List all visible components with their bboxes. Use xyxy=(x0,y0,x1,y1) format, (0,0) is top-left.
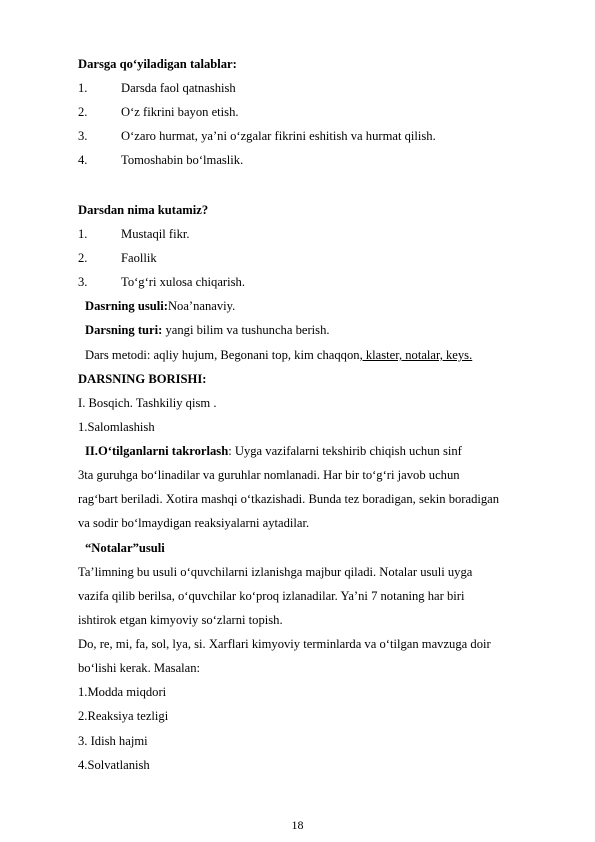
paragraph-line: rag‘bart beriladi. Xotira mashqi o‘tkazishadi. Bunda tez boradigan, sekin boradigan xyxy=(78,492,500,506)
borishi-heading: DARSNING BORISHI: xyxy=(78,372,207,386)
list-item: 1.Modda miqdori xyxy=(78,685,167,699)
paragraph-line: va sodir bo‘lmaydigan reaksiyalarni aytadilar. xyxy=(78,516,310,530)
list-item: 4. Tomoshabin bo‘lmaslik. xyxy=(78,153,244,167)
kutamiz-heading: Darsdan nima kutamiz? xyxy=(78,203,209,217)
paragraph-line: 3ta guruhga bo‘linadilar va guruhlar nomlanadi. Har bir to‘g‘ri javob uchun xyxy=(78,468,460,482)
list-item: 1. Darsda faol qatnashish xyxy=(78,81,236,95)
dars-metodi: Dars metodi: aqliy hujum, Begonani top, kim chaqqon, klaster, notalar, keys. xyxy=(85,348,473,362)
list-item: 2. Faollik xyxy=(78,251,157,265)
dars-turi: Darsning turi: yangi bilim va tushuncha berish. xyxy=(85,323,330,337)
list-item: 3. Idish hajmi xyxy=(78,734,148,748)
list-item: 4.Solvatlanish xyxy=(78,758,150,772)
paragraph-line: Do, re, mi, fa, sol, lya, si. Xarflari kimyoviy terminlarda va o‘tilgan mavzuga doir xyxy=(78,637,491,651)
list-item: 2. O‘z fikrini bayon etish. xyxy=(78,105,239,119)
list-item: 1. Mustaqil fikr. xyxy=(78,227,190,241)
talablar-heading: Darsga qo‘yiladigan talablar: xyxy=(78,57,237,71)
paragraph-line: vazifa qilib berilsa, o‘quvchilar ko‘proq izlanadilar. Ya’ni 7 notaning har biri xyxy=(78,589,465,603)
list-item: 3. O‘zaro hurmat, ya’ni o‘zgalar fikrini eshitish va hurmat qilish. xyxy=(78,129,436,143)
dars-usuli: Dasrning usuli:Noa’nanaviy. xyxy=(85,299,236,313)
bosqich-line: I. Bosqich. Tashkiliy qism . xyxy=(78,396,217,410)
salomlashish-line: 1.Salomlashish xyxy=(78,420,155,434)
page-number: 18 xyxy=(291,818,304,832)
list-item: 3. To‘g‘ri xulosa chiqarish. xyxy=(78,275,245,289)
takrorlash-line: II.O‘tilganlarni takrorlash: Uyga vazifalarni tekshirib chiqish uchun sinf xyxy=(85,444,462,458)
list-item: 2.Reaksiya tezligi xyxy=(78,709,169,723)
notalar-heading: “Notalar”usuli xyxy=(85,541,165,555)
paragraph-line: ishtirok etgan kimyoviy so‘zlarni topish. xyxy=(78,613,283,627)
paragraph-line: bo‘lishi kerak. Masalan: xyxy=(78,661,201,675)
paragraph-line: Ta’limning bu usuli o‘quvchilarni izlanishga majbur qiladi. Notalar usuli uyga xyxy=(78,565,473,579)
